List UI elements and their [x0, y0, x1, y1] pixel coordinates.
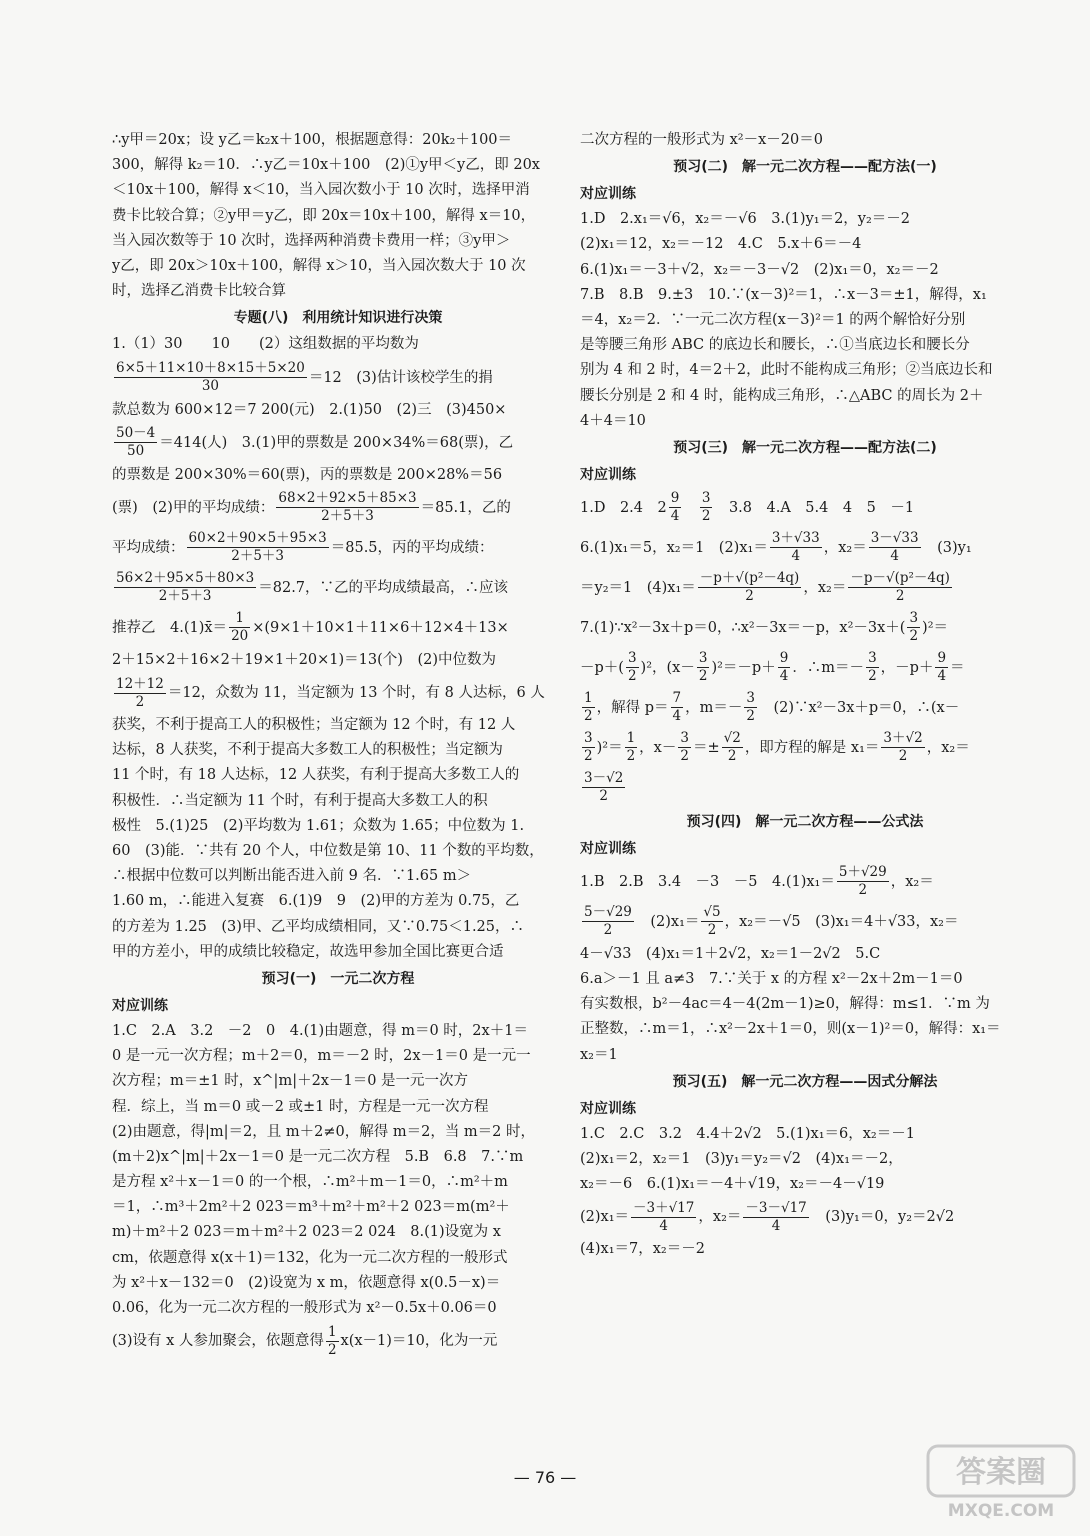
fraction: $\frac{1}{2}$	[327, 1323, 337, 1358]
fraction: $\frac{3}{2}$	[701, 490, 711, 525]
text-line: x₂＝－6 6.(1)x₁＝－4＋√19，x₂＝－4－√19	[580, 1176, 885, 1193]
fraction: $\frac{9}{4}$	[670, 490, 680, 525]
fraction: $\frac{3}{2}$	[746, 690, 755, 725]
fraction: $\frac{12+12}{2}$	[116, 675, 164, 710]
text-line: $\frac{5-√29}{2}$ (2)x₁＝ $\frac{√5}{2}$ ，x₂＝－√5 (3)x₁＝4＋√33，x₂＝	[584, 904, 959, 939]
text-line: 6.a＞－1 且 a≠3 7.∵关于 x 的方程 x²－2x＋2m－1＝0	[580, 971, 963, 988]
fraction: $\frac{50-4}{50}$	[116, 425, 156, 460]
fraction: $\frac{3}{2}$	[909, 610, 919, 645]
fraction: $\frac{3}{2}$	[627, 650, 637, 685]
section-title: 专题(八) 利用统计知识进行决策	[233, 310, 443, 327]
text-line: 1.D 2.x₁＝√6，x₂＝－√6 3.(1)y₁＝2，y₂＝－2	[580, 211, 911, 228]
text-line: $\frac{50-4}{50}$ ＝414(人) 3.(1)甲的票数是 200×34%＝68(票)，乙	[116, 425, 514, 460]
text-line: 别为 4 和 2 时，4＝2＋2，此时不能构成三角形；②当底边长和	[580, 362, 993, 379]
text-line: (4)x₁＝7，x₂＝－2	[580, 1241, 705, 1258]
watermark-text: 答案圈	[956, 1455, 1046, 1490]
fraction: $\frac{√5}{2}$	[703, 904, 721, 939]
text-line: 正整数，∴m＝1，∴x²－2x＋1＝0，则(x－1)²＝0，解得：x₁＝	[580, 1021, 1001, 1038]
fraction: $\frac{5+√29}{2}$	[838, 864, 887, 899]
fraction: $\frac{\text{－p－√(p²－4q)}}{2}$	[850, 570, 950, 605]
text-line: 程．综上，当 m＝0 或－2 或±1 时，方程是一元一次方程	[112, 1098, 489, 1115]
text-line: 的票数是 200×30%＝60(票)，丙的票数是 200×28%＝56	[112, 466, 503, 483]
text-line: 次方程；m＝±1 时，x^|m|＋2x－1＝0 是一元一次方	[112, 1073, 469, 1090]
text-line: (票) (2)甲的平均成绩： $\frac{68\times 2+92\times 5+85\times 3}{2+5+3}$ ＝85.1，乙的	[112, 490, 511, 525]
text-line: 60 (3)能．∵共有 20 个人，中位数是第 10、11 个数的平均数，	[112, 843, 544, 859]
page-number: — 76 —	[513, 1468, 577, 1487]
fraction: $\frac{7}{4}$	[672, 690, 682, 725]
text-line: (2)由题意，得|m|＝2，且 m＋2≠0，解得 m＝2，当 m＝2 时，	[112, 1123, 536, 1140]
text-line: (2)x₁＝ $\frac{-3+√17}{4}$ ，x₂＝ $\frac{-3-√17}{4}$ (3)y₁＝0，y₂＝2√2	[580, 1199, 955, 1234]
right-column	[580, 128, 1030, 1263]
text-line: ＝1，∴m³＋2m²＋2 023＝m³＋m²＋m²＋2 023＝m(m²＋	[112, 1199, 510, 1216]
text-line: cm，依题意得 x(x＋1)＝132，化为一元二次方程的一般形式	[112, 1249, 508, 1266]
section-subtitle: 对应训练	[580, 466, 636, 483]
text-line: 1.60 m，∴能进入复赛 6.(1)9 9 (2)甲的方差为 0.75，乙	[112, 893, 520, 910]
fraction: $\frac{√2}{2}$	[723, 730, 741, 765]
text-line: y乙，即 20x＞10x＋100，解得 x＞10，当入园次数大于 10 次	[112, 257, 526, 274]
fraction: $\frac{-3-√17}{4}$	[745, 1199, 807, 1234]
text-line: 4－√33 (4)x₁＝1＋2√2，x₂＝1－2√2 5.C	[580, 945, 881, 962]
text-line: 当入园次数等于 10 次时，选择两种消费卡费用一样；③y甲＞	[112, 232, 511, 249]
text-line: 11 个时，有 18 人达标，12 人获奖，有利于提高大多数工人的	[112, 767, 520, 784]
left-column	[112, 128, 564, 1361]
text-line: 款总数为 600×12＝7 200(元) 2.(1)50 (2)三 (3)450×	[112, 401, 507, 418]
text-line: 腰长分别是 2 和 4 时，能构成三角形，∴△ABC 的周长为 2＋	[580, 387, 984, 404]
text-line: 7.B 8.B 9.±3 10.∵(x－3)²＝1，∴x－3＝±1，解得，x₁	[580, 286, 987, 303]
text-line: ∴y甲＝20x；设 y乙＝k₂x＋100，根据题意得：20k₂＋100＝	[112, 132, 513, 148]
fraction: $\frac{3+√2}{2}$	[883, 730, 923, 765]
text-line: ＝y₂＝1 (4)x₁＝ $\frac{\text{－p＋√(p²－4q)}}{2}$ ，x₂＝ $\frac{\text{－p－√(p²－4q)}}{2}$	[580, 570, 950, 605]
text-line: 为 x²＋x－132＝0 (2)设宽为 x m，依题意得 x(0.5－x)＝	[112, 1274, 501, 1291]
text-line: $\frac{12+12}{2}$ ＝12，众数为 11，当定额为 13 个时，有 8 人达标，6 人	[116, 675, 545, 710]
section-title: 预习(四) 解一元二次方程——公式法	[686, 813, 924, 830]
text-line: 达标，8 人获奖，不利于提高大多数工人的积极性；当定额为	[112, 742, 503, 759]
text-line: 是方程 x²＋x－1＝0 的一个根，∴m²＋m－1＝0，∴m²＋m	[112, 1174, 508, 1191]
text-line: 2＋15×2＋16×2＋19×1＋20×1)＝13(个) (2)中位数为	[112, 651, 496, 668]
section-title: 预习(五) 解一元二次方程——因式分解法	[672, 1073, 938, 1090]
fraction: $\frac{6\times 5+11\times 10+8\times 15+5\times 20}{30}$	[116, 360, 305, 394]
text-line: $\frac{6\times 5+11\times 10+8\times 15+5\times 20}{30}$ ＝12 (3)估计该校学生的捐	[116, 360, 493, 394]
text-line: 费卡比较合算；②y甲＝y乙，即 20x＝10x＋100，解得 x＝10，	[112, 207, 536, 224]
fraction: $\frac{3-√33}{4}$	[870, 530, 919, 565]
text-line: ＝4，x₂＝2．∵一元二次方程(x－3)²＝1 的两个解恰好分别	[580, 311, 966, 328]
text-line: (2)x₁＝12，x₂＝－12 4.C 5.x＋6＝－4	[580, 236, 862, 253]
text-line: 1.D 2.4 2 $\frac{9}{4}$ $\frac{3}{2}$ 3.8 4.A 5.4 4 5 －1	[580, 490, 915, 525]
text-line: ∴根据中位数可以判断出能否进入前 9 名．∵1.65 m＞	[112, 868, 472, 885]
fraction: $\frac{3}{2}$	[698, 650, 708, 685]
text-line: 有实数根，b²－4ac＝4－4(2m－1)≥0，解得：m≤1．∵m 为	[580, 996, 990, 1013]
fraction: $\frac{1}{20}$	[231, 610, 249, 645]
text-line: ＜10x＋100，解得 x＜10，当入园次数小于 10 次时，选择甲消	[112, 182, 530, 199]
text-line: 300，解得 k₂＝10．∴y乙＝10x＋100 (2)①y甲＜y乙，即 20x	[112, 157, 540, 174]
text-line: (3)设有 x 人参加聚会，依题意得 $\frac{1}{2}$ x(x－1)＝10，化为一元	[112, 1323, 498, 1358]
text-line: 6.(1)x₁＝5，x₂＝1 (2)x₁＝ $\frac{3+√33}{4}$ ，x₂＝ $\frac{3-√33}{4}$ (3)y₁	[580, 530, 972, 565]
fraction: $\frac{3}{2}$	[868, 650, 877, 685]
text-line: 1.C 2.C 3.2 4.4＋2√2 5.(1)x₁＝6，x₂＝－1	[580, 1125, 915, 1142]
text-line: 1.（1）30 10 (2）这组数据的平均数为	[112, 336, 419, 353]
text-line: $\frac{3}{2}$ )²＝ $\frac{1}{2}$ ，x－ $\frac{3}{2}$ ＝± $\frac{√2}{2}$ ，即方程的解是 x₁＝ $\frac{3+√2}{2}$ ，x₂＝	[584, 730, 970, 765]
section-subtitle: 对应训练	[112, 997, 168, 1014]
fraction: $\frac{56\times 2+95\times 5+80\times 3}{2+5+3}$	[116, 570, 255, 605]
fraction: $\frac{1}{2}$	[626, 730, 636, 765]
text-line: 0 是一元一次方程；m＋2＝0，m＝－2 时，2x－1＝0 是一元一	[112, 1048, 531, 1065]
fraction: $\frac{3}{2}$	[680, 730, 689, 765]
section-title: 预习(三) 解一元二次方程——配方法(二)	[673, 439, 937, 456]
fraction: $\frac{\text{－p＋√(p²－4q)}}{2}$	[699, 570, 800, 605]
watermark-url: MXQE.COM	[947, 1501, 1055, 1521]
text-line: m)＋m²＋2 023＝m＋m²＋2 023＝2 024 8.(1)设宽为 x	[112, 1224, 501, 1241]
fraction: $\frac{-3+√17}{4}$	[633, 1199, 695, 1234]
text-line: 推荐乙 4.(1)x̄＝ $\frac{1}{20}$ ×(9×1＋10×1＋11×6＋12×4＋13×	[112, 610, 509, 645]
fraction: $\frac{9}{4}$	[779, 650, 789, 685]
text-line: 7.(1)∵x²－3x＋p＝0，∴x²－3x＝－p，x²－3x＋( $\frac{3}{2}$ )²＝	[580, 610, 949, 645]
fraction: $\frac{1}{2}$	[584, 690, 593, 725]
text-line: $\frac{56\times 2+95\times 5+80\times 3}{2+5+3}$ ＝82.7，∵乙的平均成绩最高，∴应该	[116, 570, 509, 605]
text-line: 获奖，不利于提高工人的积极性；当定额为 12 个时，有 12 人	[112, 717, 516, 734]
section-subtitle: 对应训练	[580, 1100, 636, 1117]
section-subtitle: 对应训练	[580, 840, 636, 857]
text-line: 是等腰三角形 ABC 的底边长和腰长，∴①当底边长和腰长分	[580, 337, 970, 354]
text-line: 甲的方差小，甲的成绩比较稳定，故选甲参加全国比赛更合适	[112, 943, 504, 960]
text-line: 0.06，化为一元二次方程的一般形式为 x²－0.5x＋0.06＝0	[112, 1300, 497, 1316]
section-title: 预习(一) 一元二次方程	[261, 970, 415, 987]
text-line: 平均成绩： $\frac{60\times 2+90\times 5+95\times 3}{2+5+3}$ ＝85.5，丙的平均成绩：	[112, 530, 494, 565]
fraction: $\frac{68\times 2+92\times 5+85\times 3}{2+5+3}$	[278, 490, 417, 525]
fraction: $\frac{3-√2}{2}$	[584, 770, 624, 805]
text-line: 二次方程的一般形式为 x²－x－20＝0	[580, 132, 823, 148]
section-subtitle: 对应训练	[580, 186, 636, 203]
text-line: 1.B 2.B 3.4 －3 －5 4.(1)x₁＝ $\frac{5+√29}{2}$ ，x₂＝	[580, 864, 934, 899]
fraction: $\frac{3}{2}$	[584, 730, 593, 765]
fraction: $\frac{3+√33}{4}$	[771, 530, 820, 565]
fraction: $\frac{60\times 2+90\times 5+95\times 3}{2+5+3}$	[188, 530, 327, 565]
text-line: 极性 5.(1)25 (2)平均数为 1.61；众数为 1.65；中位数为 1.	[112, 817, 525, 834]
text-line: 4＋4＝10	[580, 412, 646, 429]
text-line: 的方差为 1.25 (3)甲、乙平均成绩相同，又∵0.75＜1.25，∴	[112, 918, 525, 935]
text-line: 1.C 2.A 3.2 －2 0 4.(1)由题意，得 m＝0 时，2x＋1＝	[112, 1022, 528, 1039]
watermark-logo	[926, 1444, 1076, 1522]
text-line: $\frac{1}{2}$ ，解得 p＝ $\frac{7}{4}$ ，m＝－ $\frac{3}{2}$ (2)∵x²－3x＋p＝0，∴(x－	[584, 690, 960, 725]
text-line: (m＋2)x^|m|＋2x－1＝0 是一元二次方程 5.B 6.8 7.∵m	[112, 1148, 524, 1165]
fraction: $\frac{9}{4}$	[937, 650, 947, 685]
text-line: －p＋( $\frac{3}{2}$ )²，(x－ $\frac{3}{2}$ )²＝－p＋ $\frac{9}{4}$ ．∴m＝－ $\frac{3}{2}$ ，－p＋ $\frac{9}{4}$ ＝	[580, 650, 965, 685]
text-line: 时，选择乙消费卡比较合算	[112, 283, 286, 300]
fraction: $\frac{5-√29}{2}$	[584, 904, 632, 939]
text-line: (2)x₁＝2，x₂＝1 (3)y₁＝y₂＝√2 (4)x₁＝－2，	[580, 1151, 903, 1167]
section-title: 预习(二) 解一元二次方程——配方法(一)	[673, 159, 937, 176]
text-line: x₂＝1	[580, 1046, 618, 1063]
text-line	[580, 768, 1030, 808]
text-line: 积极性．∴当定额为 11 个时，有利于提高大多数工人的积	[112, 792, 488, 809]
text-line: 6.(1)x₁＝－3＋√2，x₂＝－3－√2 (2)x₁＝0，x₂＝－2	[580, 261, 939, 278]
